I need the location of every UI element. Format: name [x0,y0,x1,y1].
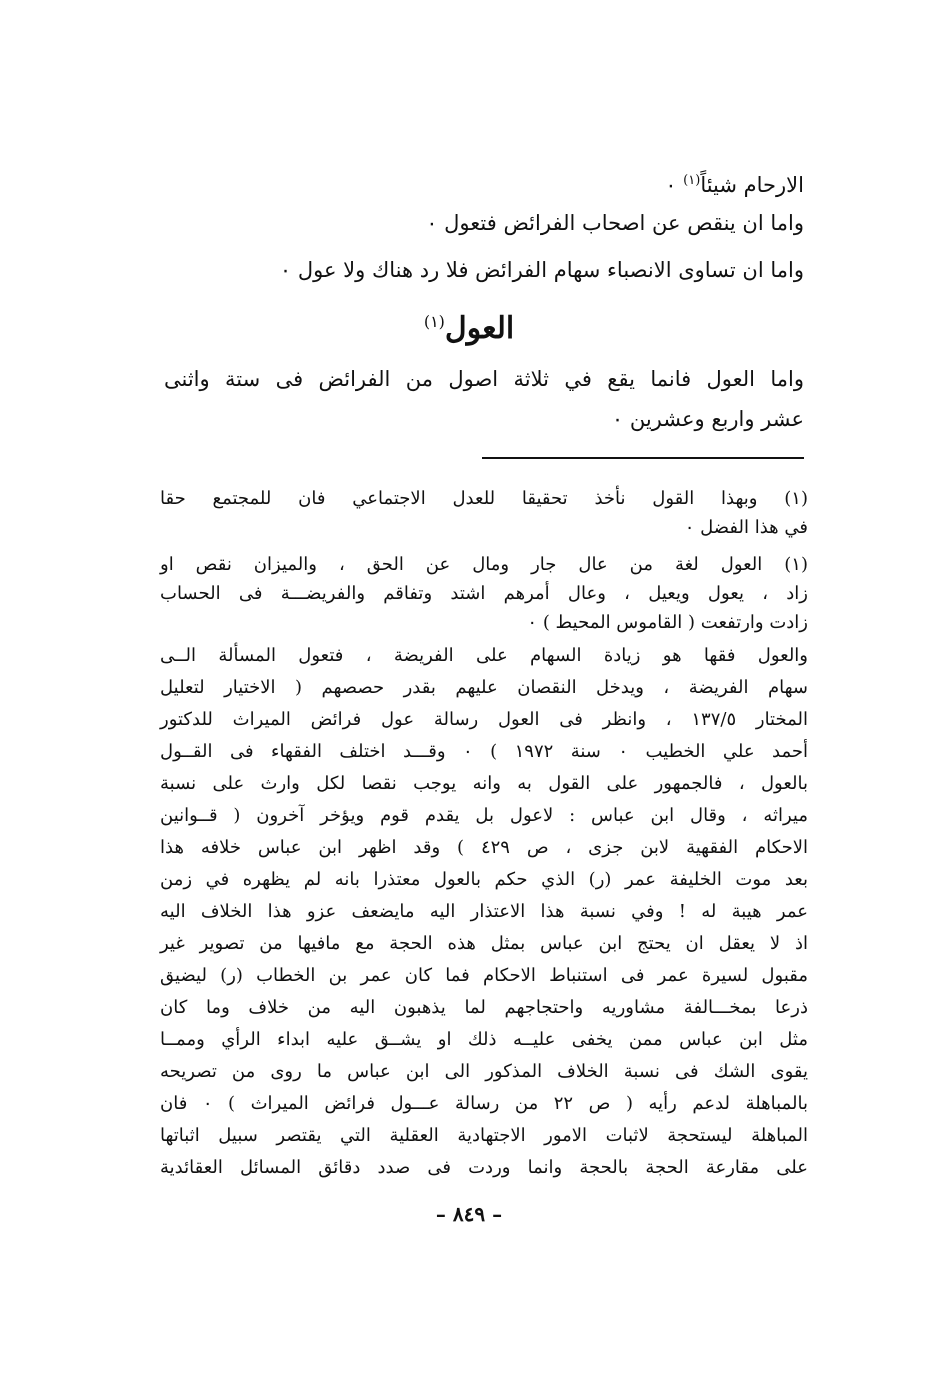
section-heading [0,302,938,349]
text-line-4: واما العول فانما يقع في ثلاثة اصول من الفرائض فى ستة واثنى [164,367,804,391]
text-line-5: عشر واربع وعشرين ٠ [611,407,804,431]
footnote-2-line: يقوى الشك فى نسبة الخلاف المذكور الى ابن عباس ما روى من تصريحه [160,1061,808,1082]
text-line-1-end: ٠ [665,173,684,197]
text-line-3: واما ان تساوى الانصباء سهام الفرائض فلا رد هناك ولا عول ٠ [279,258,804,282]
footnote-2-line: بالعول ، فالجمهور على القول به وانه يوجب نقصا لكل وارث على نسبة [160,773,808,794]
footnote-2-line: الاحكام الفقهية لابن جزى ، ص ٤٢٩ ) وقد اظهر ابن عباس خلافه هذا [160,837,808,858]
footnote-2-line: زاد ، يعول ويعيل ، وعال أمرهم اشتد وتفاقم والفريضـــة فى الحساب [160,583,808,604]
footnote-marker: (١) [683,173,701,188]
footnote-2-line: المباهلة ليستحجة لاثبات الامور الاجتهادية العقلية التي يقتصر سبيل اثباتها [160,1125,808,1146]
footnote-2-line: مقبول لسيرة عمر فى استنباط الاحكام فما كان عمر بن الخطاب (ر) ليضيق [160,965,808,986]
footnote-2-line: سهام الفريضة ، ويدخل النقصان عليهم بقدر حصصهم ( الاختيار لتعليل [160,677,808,698]
footnote-2-line: المختار ١٣٧/٥ ، وانظر فى العول رسالة عول فرائض الميراث للدكتور [160,709,809,730]
text-line-2: واما ان ينقص عن اصحاب الفرائض فتعول ٠ [426,211,804,235]
footnote-2-line: ميراثه ، وقال ابن عباس : لاعول بل يقدم قوم ويؤخر آخرون ( قــوانين [160,805,808,826]
footnote-2-line: (١) العول لغة من عال جار ومال عن الحق ، والميزان نقص او [160,554,808,575]
footnote-1-line-2: في هذا الفضل ٠ [684,517,808,538]
section-heading-text: العول [444,311,515,346]
footnote-2-line: بعد موت الخليفة عمر (ر) الذي حكم بالعول معتذرا بانه لم يظهره في زمن [160,869,808,890]
footnote-2-line: بالمباهلة لدعم رأيه ( ص ٢٢ من رسالة عـــول فرائض الميراث ) ٠ فان [160,1093,808,1114]
footnote-2-line: على مقارعة الحجة بالحجة وانما وردت فى صدد دقائق المسائل العقائدية [160,1157,808,1178]
heading-footnote-marker: (١) [423,312,445,331]
footnote-2-line: مثل ابن عباس ممن يخفى عليــه ذلك او يشــق عليه ابداء الرأي وممــا [160,1029,808,1050]
text-line-1-main: الارحام شيئاً [700,173,804,197]
footnote-2-line: والعول فقها هو زيادة السهام على الفريضة ، فتعول المسألة الــى [160,645,808,666]
page-number: – ٨٤٩ – [435,1202,503,1226]
footnote-2-line: زادت وارتفعت ( القاموس المحيط ) ٠ [527,612,808,633]
footnote-separator [482,457,804,459]
footnote-2-line: ذرعا بمخـــالفة مشاوريه واحتجاجهم لما يذهبون اليه من خلاف وما كان [160,997,808,1018]
footnote-2-line: عمر هيبة له ! وفي نسبة هذا الاعتذار اليه مايضعف عزو هذا الخلاف اليه [160,901,808,922]
text-line-1 [665,166,804,200]
footnote-2-line: اذ لا يعقل ان يحتج ابن عباس بمثل هذه الحجة مع مافيها من تصوير غير [160,933,808,954]
footnote-2-line: أحمد علي الخطيب ٠ سنة ١٩٧٢ ) ٠ وقـــد اختلف الفقهاء فى القــول [160,741,809,762]
footnote-1-line-1: (١) وبهذا القول نأخذ تحقيقا للعدل الاجتماعي فان للمجتمع حقا [160,488,808,509]
